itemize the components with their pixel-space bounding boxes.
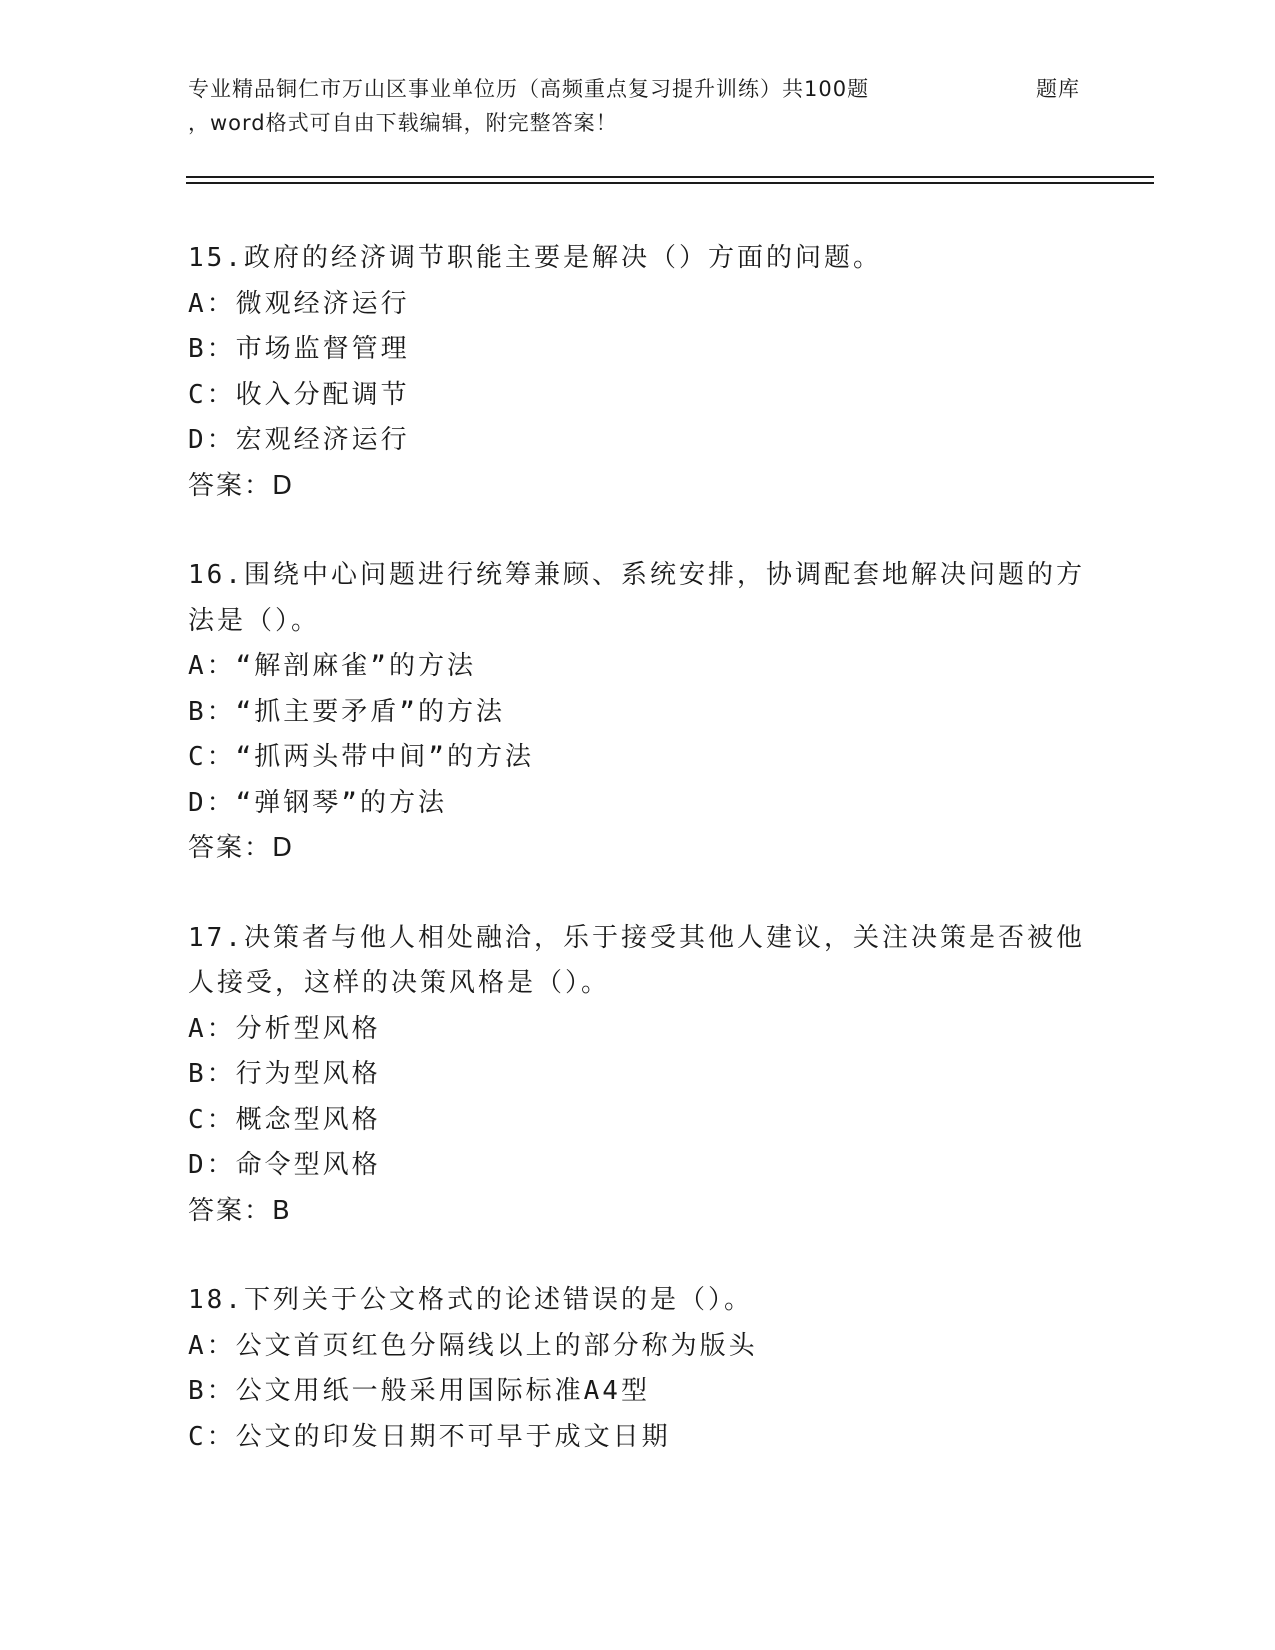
option-item: C：公文的印发日期不可早于成文日期 xyxy=(188,1421,671,1452)
option-item: D：宏观经济运行 xyxy=(188,425,410,455)
question-text: 17.决策者与他人相处融洽，乐于接受其他人建议，关注决策是否被他 xyxy=(188,922,1085,953)
option-item: D：“弹钢琴”的方法 xyxy=(188,787,447,818)
option-item: A：“解剖麻雀”的方法 xyxy=(188,651,476,681)
answer-text: 答案：D xyxy=(188,833,295,863)
option-item: B：公文用纸一般采用国际标准A4型 xyxy=(188,1376,650,1406)
question-list xyxy=(188,236,1088,1504)
question-text: 法是（）。 xyxy=(188,605,321,636)
header-line-1 xyxy=(188,72,1088,106)
document-title: 专业精品铜仁市万山区事业单位历（高频重点复习提升训练）共100题 xyxy=(188,77,870,101)
question-text: 15.政府的经济调节职能主要是解决（）方面的问题。 xyxy=(188,243,882,273)
header-rule-bottom xyxy=(186,182,1154,184)
question-block xyxy=(188,916,1088,1235)
option-item: C：概念型风格 xyxy=(188,1104,381,1135)
answer-text: 答案：B xyxy=(188,1195,292,1226)
option-item: C：“抓两头带中间”的方法 xyxy=(188,742,534,772)
question-block xyxy=(188,236,1088,509)
question-text: 18.下列关于公文格式的论述错误的是（）。 xyxy=(188,1285,753,1315)
option-item: D：命令型风格 xyxy=(188,1150,381,1180)
option-item: B：行为型风格 xyxy=(188,1059,381,1089)
option-item: B：“抓主要矛盾”的方法 xyxy=(188,696,505,727)
question-text: 人接受，这样的决策风格是（）。 xyxy=(188,968,611,998)
question-text: 16.围绕中心问题进行统筹兼顾、系统安排，协调配套地解决问题的方 xyxy=(188,560,1085,590)
header-tag: 题库 xyxy=(1036,77,1080,101)
option-item: C：收入分配调节 xyxy=(188,379,410,410)
question-block xyxy=(188,553,1088,872)
option-item: A：分析型风格 xyxy=(188,1013,381,1044)
option-item: B：市场监督管理 xyxy=(188,334,410,364)
header-rule-top xyxy=(186,176,1154,178)
document-header xyxy=(188,72,1088,140)
header-line-2: ，word格式可自由下载编辑，附完整答案！ xyxy=(188,111,618,135)
question-block xyxy=(188,1278,1088,1460)
option-item: A：公文首页红色分隔线以上的部分称为版头 xyxy=(188,1330,758,1361)
option-item: A：微观经济运行 xyxy=(188,288,410,319)
answer-text: 答案：D xyxy=(188,470,295,501)
